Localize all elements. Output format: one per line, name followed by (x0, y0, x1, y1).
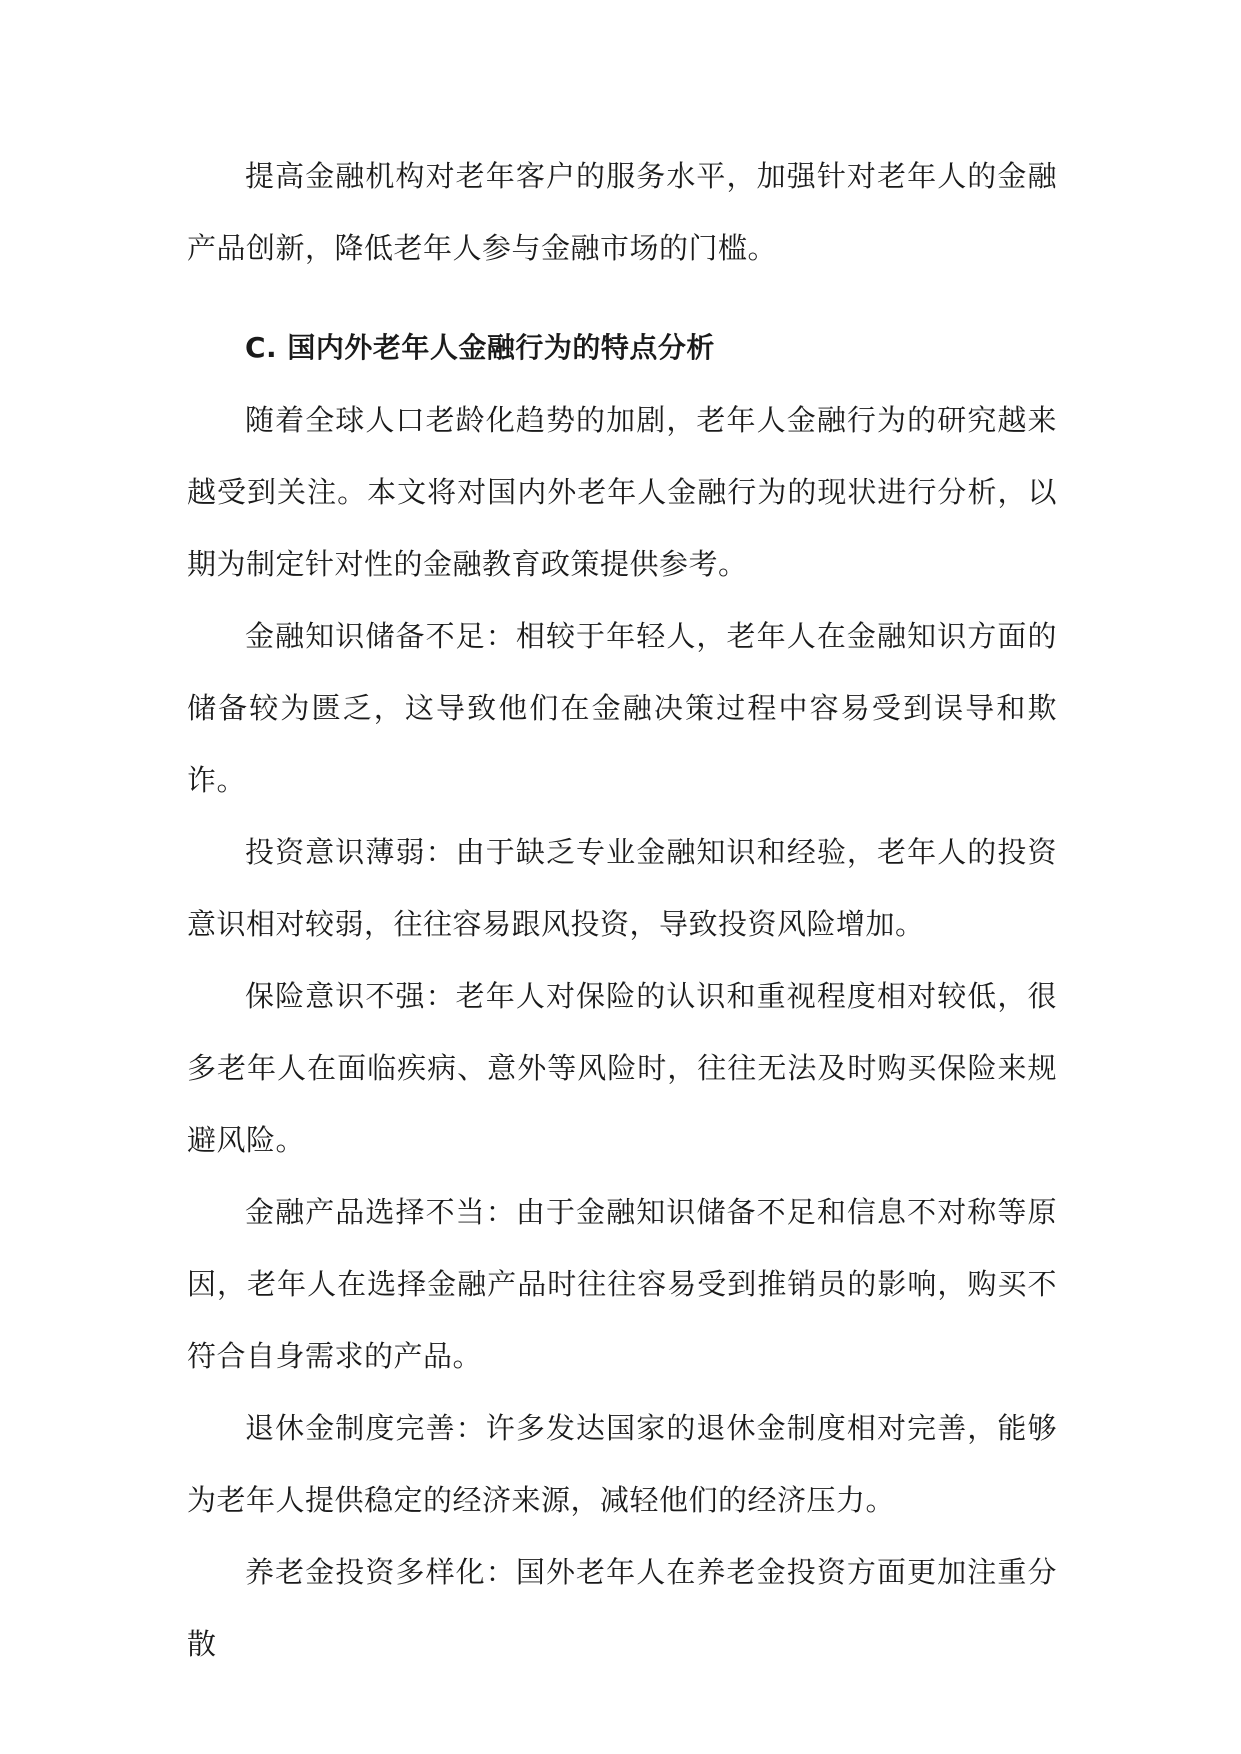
paragraph: 退休金制度完善：许多发达国家的退休金制度相对完善，能够为老年人提供稳定的经济来源，减轻他们的经济压力。 (187, 1411, 1057, 1517)
paragraph: 提高金融机构对老年客户的服务水平，加强针对老年人的金融产品创新，降低老年人参与金融市场的门槛。 (187, 159, 1057, 265)
paragraph: 保险意识不强：老年人对保险的认识和重视程度相对较低，很多老年人在面临疾病、意外等风险时，往往无法及时购买保险来规避风险。 (187, 979, 1057, 1157)
paragraph: 养老金投资多样化：国外老年人在养老金投资方面更加注重分散 (187, 1555, 1057, 1661)
paragraph: 金融知识储备不足：相较于年轻人，老年人在金融知识方面的储备较为匮乏，这导致他们在金融决策过程中容易受到误导和欺诈。 (187, 619, 1057, 797)
paragraph: 投资意识薄弱：由于缺乏专业金融知识和经验，老年人的投资意识相对较弱，往往容易跟风投资，导致投资风险增加。 (187, 835, 1057, 941)
spacer (187, 284, 1057, 312)
document-body (187, 140, 1057, 1680)
paragraph: 金融产品选择不当：由于金融知识储备不足和信息不对称等原因，老年人在选择金融产品时往往容易受到推销员的影响，购买不符合自身需求的产品。 (187, 1195, 1057, 1373)
section-heading: C. 国内外老年人金融行为的特点分析 (245, 331, 715, 364)
paragraph: 随着全球人口老龄化趋势的加剧，老年人金融行为的研究越来越受到关注。本文将对国内外老年人金融行为的现状进行分析，以期为制定针对性的金融教育政策提供参考。 (187, 403, 1057, 581)
